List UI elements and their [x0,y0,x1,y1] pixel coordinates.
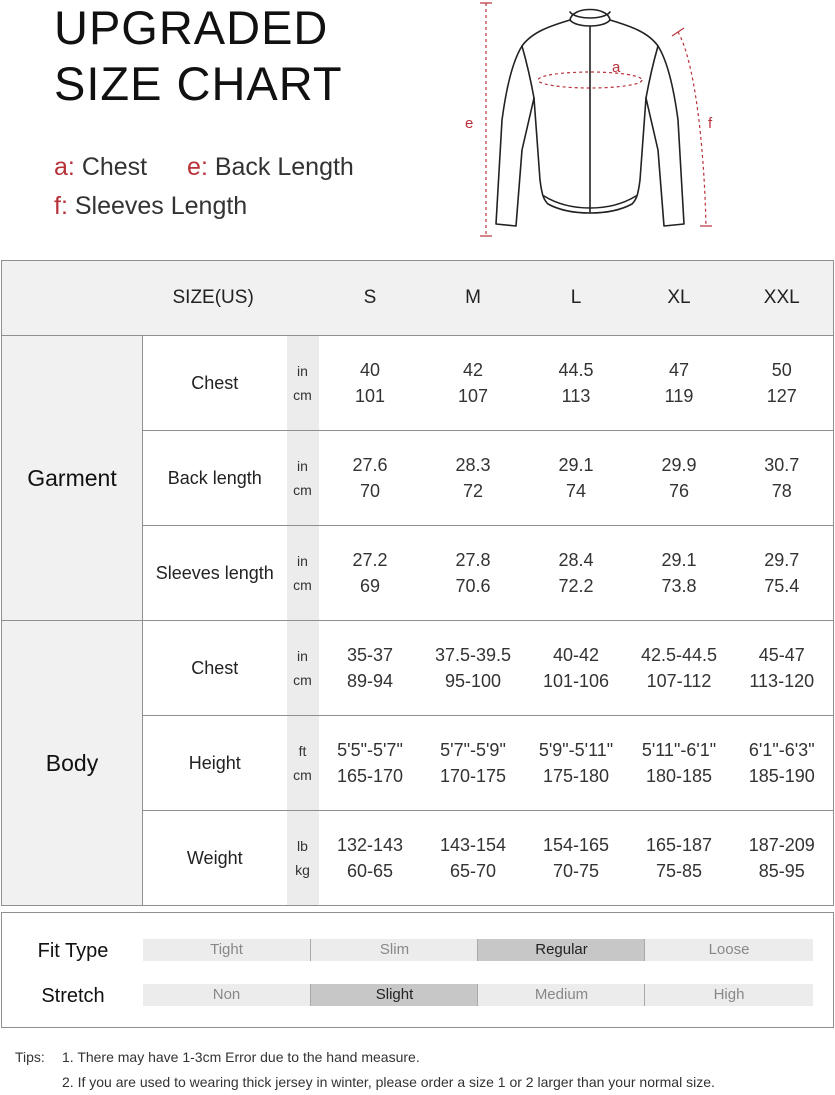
value-cell: 5'5"-5'7" 165-170 [319,716,422,811]
unit-cell: in cm [287,526,319,621]
value-cell: 37.5-39.5 95-100 [422,621,525,716]
fit-stretch-panel [1,912,834,1028]
value-cell: 5'11"-6'1" 180-185 [628,716,731,811]
value-cell: 40 101 [319,336,422,431]
unit-cell: in cm [287,431,319,526]
stretch-row [2,984,833,1008]
diagram-label-e: e [465,115,474,132]
value-cell: 35-37 89-94 [319,621,422,716]
value-cell: 27.6 70 [319,431,422,526]
value-cell: 165-187 75-85 [628,811,731,906]
group-body: Body [2,621,143,906]
unit-cell: in cm [287,621,319,716]
value-cell: 143-154 65-70 [422,811,525,906]
tips-label: Tips: [15,1049,45,1065]
fit-option-tight: Tight [143,939,310,961]
size-header-label: SIZE(US) [143,261,319,336]
value-cell: 27.2 69 [319,526,422,621]
value-cell: 28.3 72 [422,431,525,526]
unit-cell: lb kg [287,811,319,906]
header-corner [2,261,143,336]
value-cell: 132-143 60-65 [319,811,422,906]
title-line-2: SIZE CHART [54,57,343,110]
value-cell: 27.8 70.6 [422,526,525,621]
measure-label: Sleeves length [143,526,287,621]
size-xl: XL [628,261,731,336]
stretch-option-slight: Slight [310,984,478,1006]
measure-label: Chest [143,621,287,716]
measure-label: Weight [143,811,287,906]
tip-1: Tips: 1. There may have 1-3cm Error due to the hand measure. [15,1045,715,1070]
tip-2: 2. If you are used to wearing thick jersey in winter, please order a size 1 or 2 larger than your normal size. [62,1074,715,1090]
value-cell: 45-47 113-120 [731,621,834,716]
legend-label-sleeves-length: Sleeves Length [74,192,248,220]
stretch-option-non: Non [143,984,310,1006]
value-cell: 50 127 [731,336,834,431]
tips [15,1045,715,1095]
jersey-diagram [460,0,720,245]
diagram-label-a: a [612,59,621,76]
fit-option-regular: Regular [477,939,645,961]
legend-row-1: a: Chest e: Back Length [54,153,354,181]
fit-type-label: Fit Type [37,940,109,962]
diagram-label-f: f [708,115,713,132]
size-xxl: XXL [731,261,834,336]
stretch-option-medium: Medium [477,984,645,1006]
value-cell: 5'7"-5'9" 170-175 [422,716,525,811]
title-line-1: UPGRADED [54,1,329,54]
value-cell: 47 119 [628,336,731,431]
size-s: S [319,261,422,336]
size-header-row [2,261,834,336]
value-cell: 44.5 113 [525,336,628,431]
value-cell: 6'1"-6'3" 185-190 [731,716,834,811]
value-cell: 40-42 101-106 [525,621,628,716]
value-cell: 29.9 76 [628,431,731,526]
size-table [1,260,834,906]
legend-label-back-length: Back Length [214,153,354,181]
value-cell: 42.5-44.5 107-112 [628,621,731,716]
value-cell: 29.1 73.8 [628,526,731,621]
value-cell: 187-209 85-95 [731,811,834,906]
legend-key-f: f [54,192,61,220]
stretch-label: Stretch [41,985,105,1007]
unit-cell: in cm [287,336,319,431]
size-m: M [422,261,525,336]
unit-cell: ft cm [287,716,319,811]
value-cell: 5'9"-5'11" 175-180 [525,716,628,811]
measure-label: Chest [143,336,287,431]
value-cell: 29.1 74 [525,431,628,526]
measure-label: Height [143,716,287,811]
fit-type-row [2,939,833,963]
legend-row-2: f: Sleeves Length [54,192,248,220]
stretch-option-high: High [644,984,813,1006]
value-cell: 29.7 75.4 [731,526,834,621]
size-l: L [525,261,628,336]
value-cell: 154-165 70-75 [525,811,628,906]
table-row [2,621,834,716]
measure-label: Back length [143,431,287,526]
value-cell: 28.4 72.2 [525,526,628,621]
legend-label-chest: Chest [81,153,148,181]
legend-key-a: a [54,153,68,181]
fit-option-slim: Slim [310,939,478,961]
table-row [2,336,834,431]
group-garment: Garment [2,336,143,621]
legend-key-e: e [187,153,201,181]
value-cell: 30.7 78 [731,431,834,526]
value-cell: 42 107 [422,336,525,431]
fit-option-loose: Loose [644,939,813,961]
